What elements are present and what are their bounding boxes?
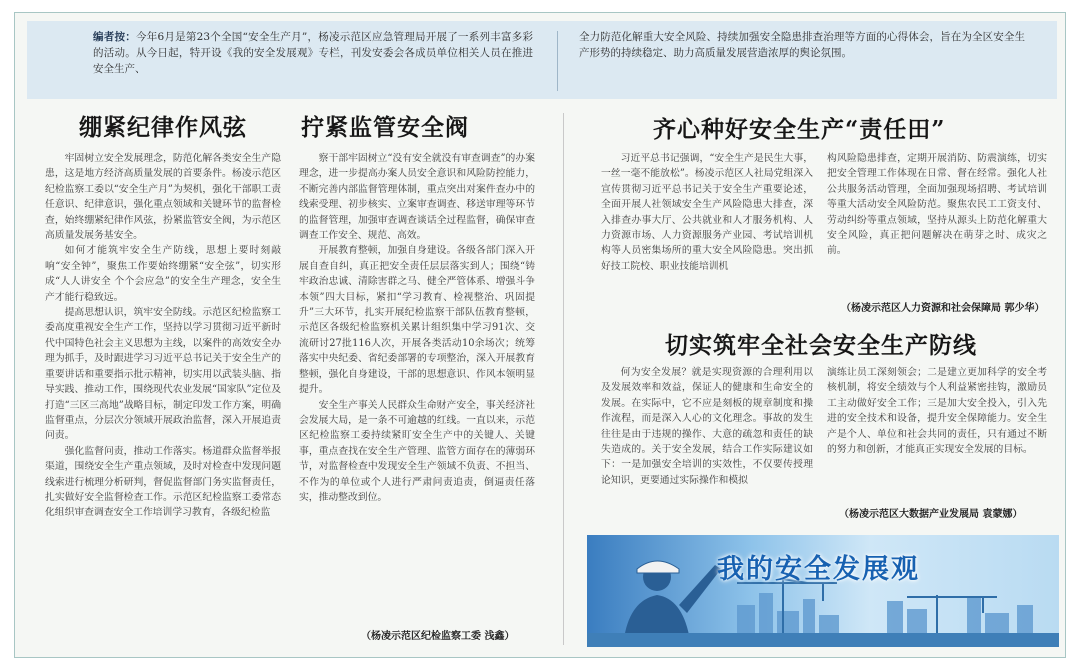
- paragraph: 开展教育整顿，加强自身建设。各级各部门深入开展自查自纠，真正把安全责任层层落实到人；围绕“铸牢政治忠诚、清除害群之马、健全严管体系、增强斗争本领”四大目标，紧扣“学习教育、检视整治、巩固提升”三大环节，扎实开展纪检监察干部队伍教育整顿，示范区各级纪检监察机关累计组织集中学习91次、交流研讨27批116人次，开展各类活动10余场次；统筹落实中央纪委、省纪委部署的专项整治，深入开展教育整顿，强化自身建设，干部的思想意识、作风本领明显提升。: [299, 245, 535, 396]
- article-title-supervision: 拧紧监管安全阀: [301, 114, 469, 141]
- paragraph: 察干部牢固树立“没有安全就没有审查调查”的办案理念，进一步提高办案人员安全意识和风险防控能力，不断完善内部监督管理体制，重点突出对案件查办中的线索受理、初步核实、立案审查调查、移送审理等环节的监督管理，加强审查调查谈话全过程监督，确保审查调查工作安全、规范、高效。: [299, 153, 535, 242]
- article-body-supervision: [299, 151, 535, 627]
- article-body-responsibility-col2: [827, 151, 1047, 295]
- article-body-safety-col2: [827, 365, 1047, 493]
- section-divider: [563, 113, 564, 645]
- article-body-discipline: [45, 151, 281, 643]
- article-title-safety-line: 切实筑牢全社会安全生产防线: [665, 332, 977, 359]
- banner-title: 我的安全发展观: [717, 554, 920, 585]
- editor-note: [27, 21, 1057, 99]
- paragraph: 强化监督问责，推动工作落实。杨道群众监督举报渠道，围绕安全生产重点领域，及时对检查中发现问题线索进行梳理分析研判，督促监督部门务实监督责任，扎实做好安全监督检查工作。示范区纪检监察工委常态化组织审查调查安全工作培训学习教育，各级纪检监: [45, 445, 281, 519]
- paragraph: 演练让员工深刻领会；二是建立更加科学的安全考核机制，将安全绩效与个人利益紧密挂钩，激励员工主动做好安全工作；三是加大安全投入，引入先进的安全技术和设备，提升安全保障能力。安全生产是个人、单位和社会共同的责任，只有通过不断的努力和创新，才能真正实现安全发展的目标。: [827, 367, 1047, 456]
- byline-bigdata-bureau: （杨凌示范区大数据产业发展局 袁蒙娜）: [839, 509, 1023, 520]
- paragraph: 构风险隐患排查，定期开展消防、防震演练，切实把安全管理工作体现在日常、督在经常。强化人社公共服务活动管理，全面加强现场招聘、考试培训等重大活动安全风险防范。聚焦农民工工资支付、劳动纠纷等重点领域，坚持从源头上防范化解重大安全风险，真正把问题解决在萌芽之时、成灾之前。: [827, 153, 1047, 257]
- paragraph: 何为安全发展？就是实现资源的合理利用以及发展效率和效益，保证人的健康和生命安全的发展。在实际中，它不应是刻板的规章制度和操作流程，而是深入人心的文化理念。事故的发生往往是由于违规的操作、大意的疏忽和责任的缺失造成的。关于安全发展，结合工作实际建议如下：一是加强安全培训的实效性，不仅要传授理论知识，更要通过实际操作和模拟: [601, 367, 813, 486]
- article-body-responsibility-col1: [601, 151, 813, 311]
- editor-note-left-text: 今年6月是第23个全国“安全生产月”，杨凌示范区应急管理局开展了一系列丰富多彩的活动。从今日起，特开设《我的安全发展观》专栏，刊发安委会各成员单位相关人员在推进安全生产、: [93, 31, 533, 75]
- byline-hr-bureau: （杨凌示范区人力资源和社会保障局 郭少华）: [841, 303, 1045, 314]
- article-title-discipline: 绷紧纪律作风弦: [79, 114, 247, 141]
- editor-note-right-text: 全力防范化解重大安全风险、持续加强安全隐患排查治理等方面的心得体会，旨在为全区安全生产形势的持续稳定、助力高质量发展营造浓厚的舆论氛围。: [579, 31, 1025, 59]
- paragraph: 习近平总书记强调，“安全生产是民生大事，一丝一毫不能放松”。杨凌示范区人社局党组深入宣传贯彻习近平总书记关于安全生产重要论述，全面开展人社领域安全生产风险隐患大排查，深入排查办事大厅、公共就业和人才服务机构、人力资源市场、人力资源服务产业园、考试培训机构等人员密集场所的重大安全风险隐患。突出抓好技工院校、职业技能培训机: [601, 153, 813, 272]
- paragraph: 如何才能筑牢安全生产防线，思想上要时刻敲响“安全钟”，聚焦工作要始终绷紧“安全弦”，切实形成“人人讲安全 个个会应急”的安全生产理念，安全生产才能行稳致远。: [45, 245, 281, 303]
- paragraph: 提高思想认识，筑牢安全防线。示范区纪检监察工委高度重视安全生产工作，坚持以学习贯彻习近平新时代中国特色社会主义思想为主线，以案件的高效安全办理为抓手，及时跟进学习习近平总书记关于安全生产的重要讲话和重要指示批示精神，切实用以武装头脑、指导实践、推动工作，围绕现代农业发展“国家队”定位及打造“三区三高地”战略目标，制定印发工作方案，明确监督重点，分层次分领域开展政治监督，深入开展追责问责。: [45, 307, 281, 442]
- newspaper-page: [14, 12, 1066, 658]
- editor-note-left: [93, 29, 533, 77]
- paragraph: 牢固树立安全发展理念，防范化解各类安全生产隐患，这是地方经济高质量发展的首要条件。杨凌示范区纪检监察工委以“安全生产月”为契机，强化干部职工责任意识、纪律意识，强化重点领域和关键环节的监督检查，始终绷紧纪律作风弦，扮紧监管安全阀，为示范区高质量发展务基安全。: [45, 153, 281, 242]
- banner-ground: [587, 633, 1059, 647]
- byline-discipline-commission: （杨凌示范区纪检监察工委 浅鑫）: [361, 631, 515, 642]
- article-title-responsibility-field: 齐心种好安全生产“责任田”: [653, 116, 946, 143]
- editor-note-divider: [557, 31, 558, 91]
- column-banner: [587, 535, 1059, 647]
- editor-note-label: 编者按：: [93, 31, 136, 43]
- article-body-safety-col1: [601, 365, 813, 525]
- paragraph: 安全生产事关人民群众生命财产安全，事关经济社会发展大局，是一条不可逾越的红线。一直以来，示范区纪检监察工委持续紧盯安全生产中的关键人、关键事，重点查找在安全生产管理、监管方面存在的薄弱环节，对监督检查中发现安全生产领域不负责、不担当、不作为的单位或个人进行严肃问责追责，倒逼责任落实，推动整改到位。: [299, 399, 535, 503]
